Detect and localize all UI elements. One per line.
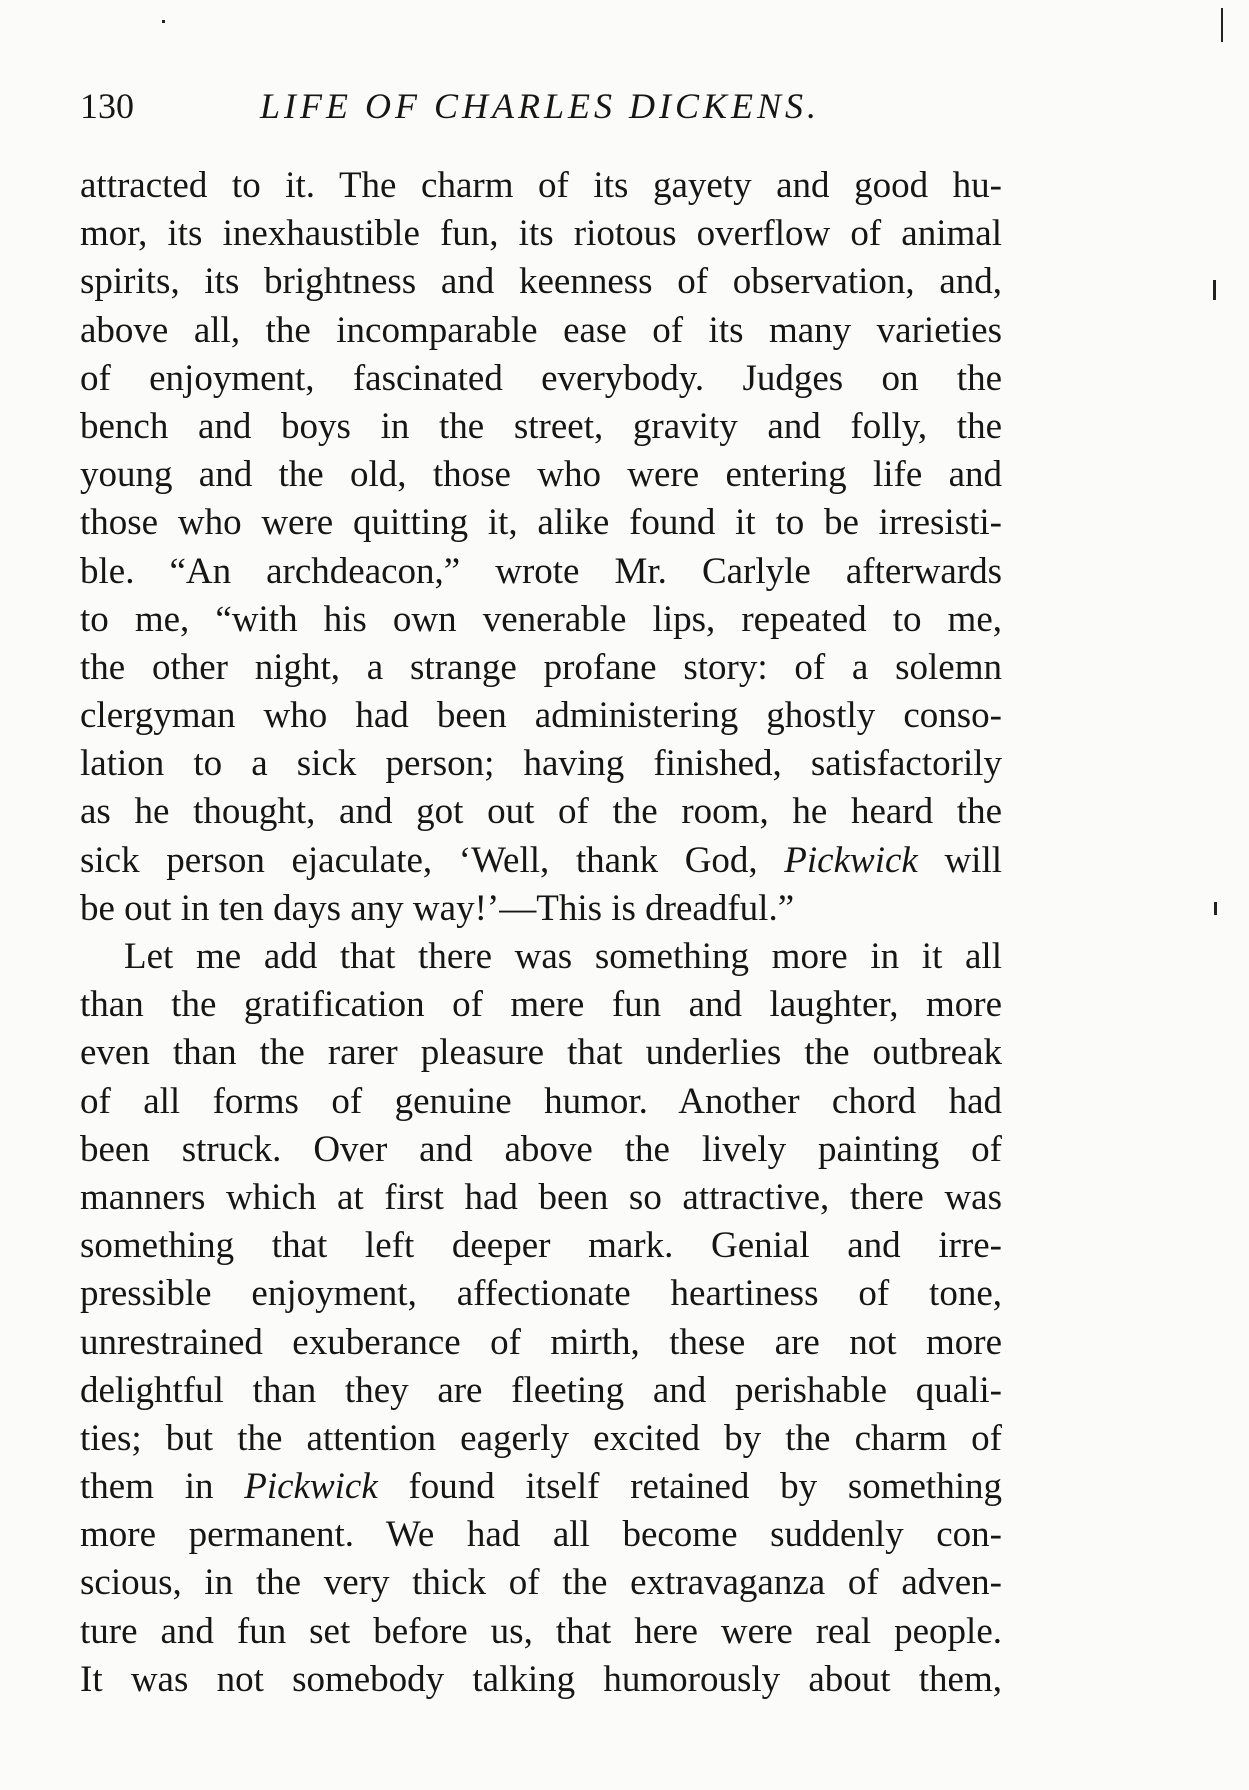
italic-title: Pickwick bbox=[784, 839, 918, 881]
scan-speck bbox=[162, 20, 165, 23]
text-line: been struck. Over and above the lively painting of bbox=[80, 1128, 1002, 1170]
italic-title: Pickwick bbox=[244, 1466, 378, 1508]
scan-speck bbox=[1221, 8, 1223, 42]
text-line: manners which at first had been so attractive, there was bbox=[80, 1176, 1002, 1218]
text-line: pressible enjoyment, affectionate heartiness of tone, bbox=[80, 1273, 1002, 1315]
text-line: the other night, a strange profane story: of a solemn bbox=[80, 646, 1002, 688]
scan-speck bbox=[1213, 280, 1216, 300]
text-line: of enjoyment, fascinated everybody. Judges on the bbox=[80, 357, 1002, 399]
text-segment: will bbox=[917, 839, 1002, 881]
text-line: those who were quitting it, alike found it to be irresisti- bbox=[80, 502, 1002, 544]
text-line bbox=[80, 837, 1002, 885]
text-line: bench and boys in the street, gravity and folly, the bbox=[80, 405, 1002, 447]
page-number: 130 bbox=[80, 86, 134, 126]
text-line: of all forms of genuine humor. Another chord had bbox=[80, 1080, 1002, 1122]
text-line: be out in ten days any way!’—This is dreadful.” bbox=[80, 887, 795, 929]
text-line: than the gratification of mere fun and laughter, more bbox=[80, 984, 1002, 1026]
text-line: Let me add that there was something more in it all bbox=[124, 936, 1002, 977]
text-line: to me, “with his own venerable lips, repeated to me, bbox=[80, 598, 1002, 640]
text-line: clergyman who had been administering ghostly conso- bbox=[80, 695, 1002, 737]
text-line: more permanent. We had all become suddenly con- bbox=[80, 1514, 1002, 1556]
text-line: even than the rarer pleasure that underlies the outbreak bbox=[80, 1032, 1002, 1074]
text-line: delightful than they are fleeting and perishable quali- bbox=[80, 1369, 1002, 1411]
text-line: mor, its inexhaustible fun, its riotous overflow of animal bbox=[80, 213, 1002, 255]
paragraph-2 bbox=[80, 933, 1002, 1704]
text-line: attracted to it. The charm of its gayety and good hu- bbox=[80, 165, 1002, 206]
running-header bbox=[80, 85, 1030, 135]
text-line: scious, in the very thick of the extravaganza of adven- bbox=[80, 1562, 1002, 1604]
text-line: It was not somebody talking humorously about them, bbox=[80, 1658, 1002, 1700]
text-line: as he thought, and got out of the room, he heard the bbox=[80, 791, 1002, 833]
text-line: spirits, its brightness and keenness of observation, and, bbox=[80, 261, 1002, 303]
body-text bbox=[80, 162, 1002, 1704]
text-line: ble. “An archdeacon,” wrote Mr. Carlyle afterwards bbox=[80, 550, 1002, 592]
text-line: young and the old, those who were entering life and bbox=[80, 454, 1002, 496]
text-line: something that left deeper mark. Genial and irre- bbox=[80, 1225, 1002, 1267]
running-title: LIFE OF CHARLES DICKENS. bbox=[260, 86, 820, 126]
text-line: unrestrained exuberance of mirth, these are not more bbox=[80, 1321, 1002, 1363]
text-line: ture and fun set before us, that here were real people. bbox=[80, 1610, 1002, 1652]
text-line bbox=[80, 1463, 1002, 1511]
text-segment: them in bbox=[80, 1466, 245, 1508]
text-line: lation to a sick person; having finished, satisfactorily bbox=[80, 743, 1002, 785]
paragraph-1 bbox=[80, 162, 1002, 933]
scan-speck bbox=[1214, 902, 1217, 915]
text-line: above all, the incomparable ease of its many varieties bbox=[80, 309, 1002, 351]
text-segment: sick person ejaculate, ‘Well, thank God, bbox=[80, 839, 785, 881]
text-segment: found itself retained by something bbox=[377, 1466, 1002, 1508]
text-line: ties; but the attention eagerly excited by the charm of bbox=[80, 1417, 1002, 1459]
